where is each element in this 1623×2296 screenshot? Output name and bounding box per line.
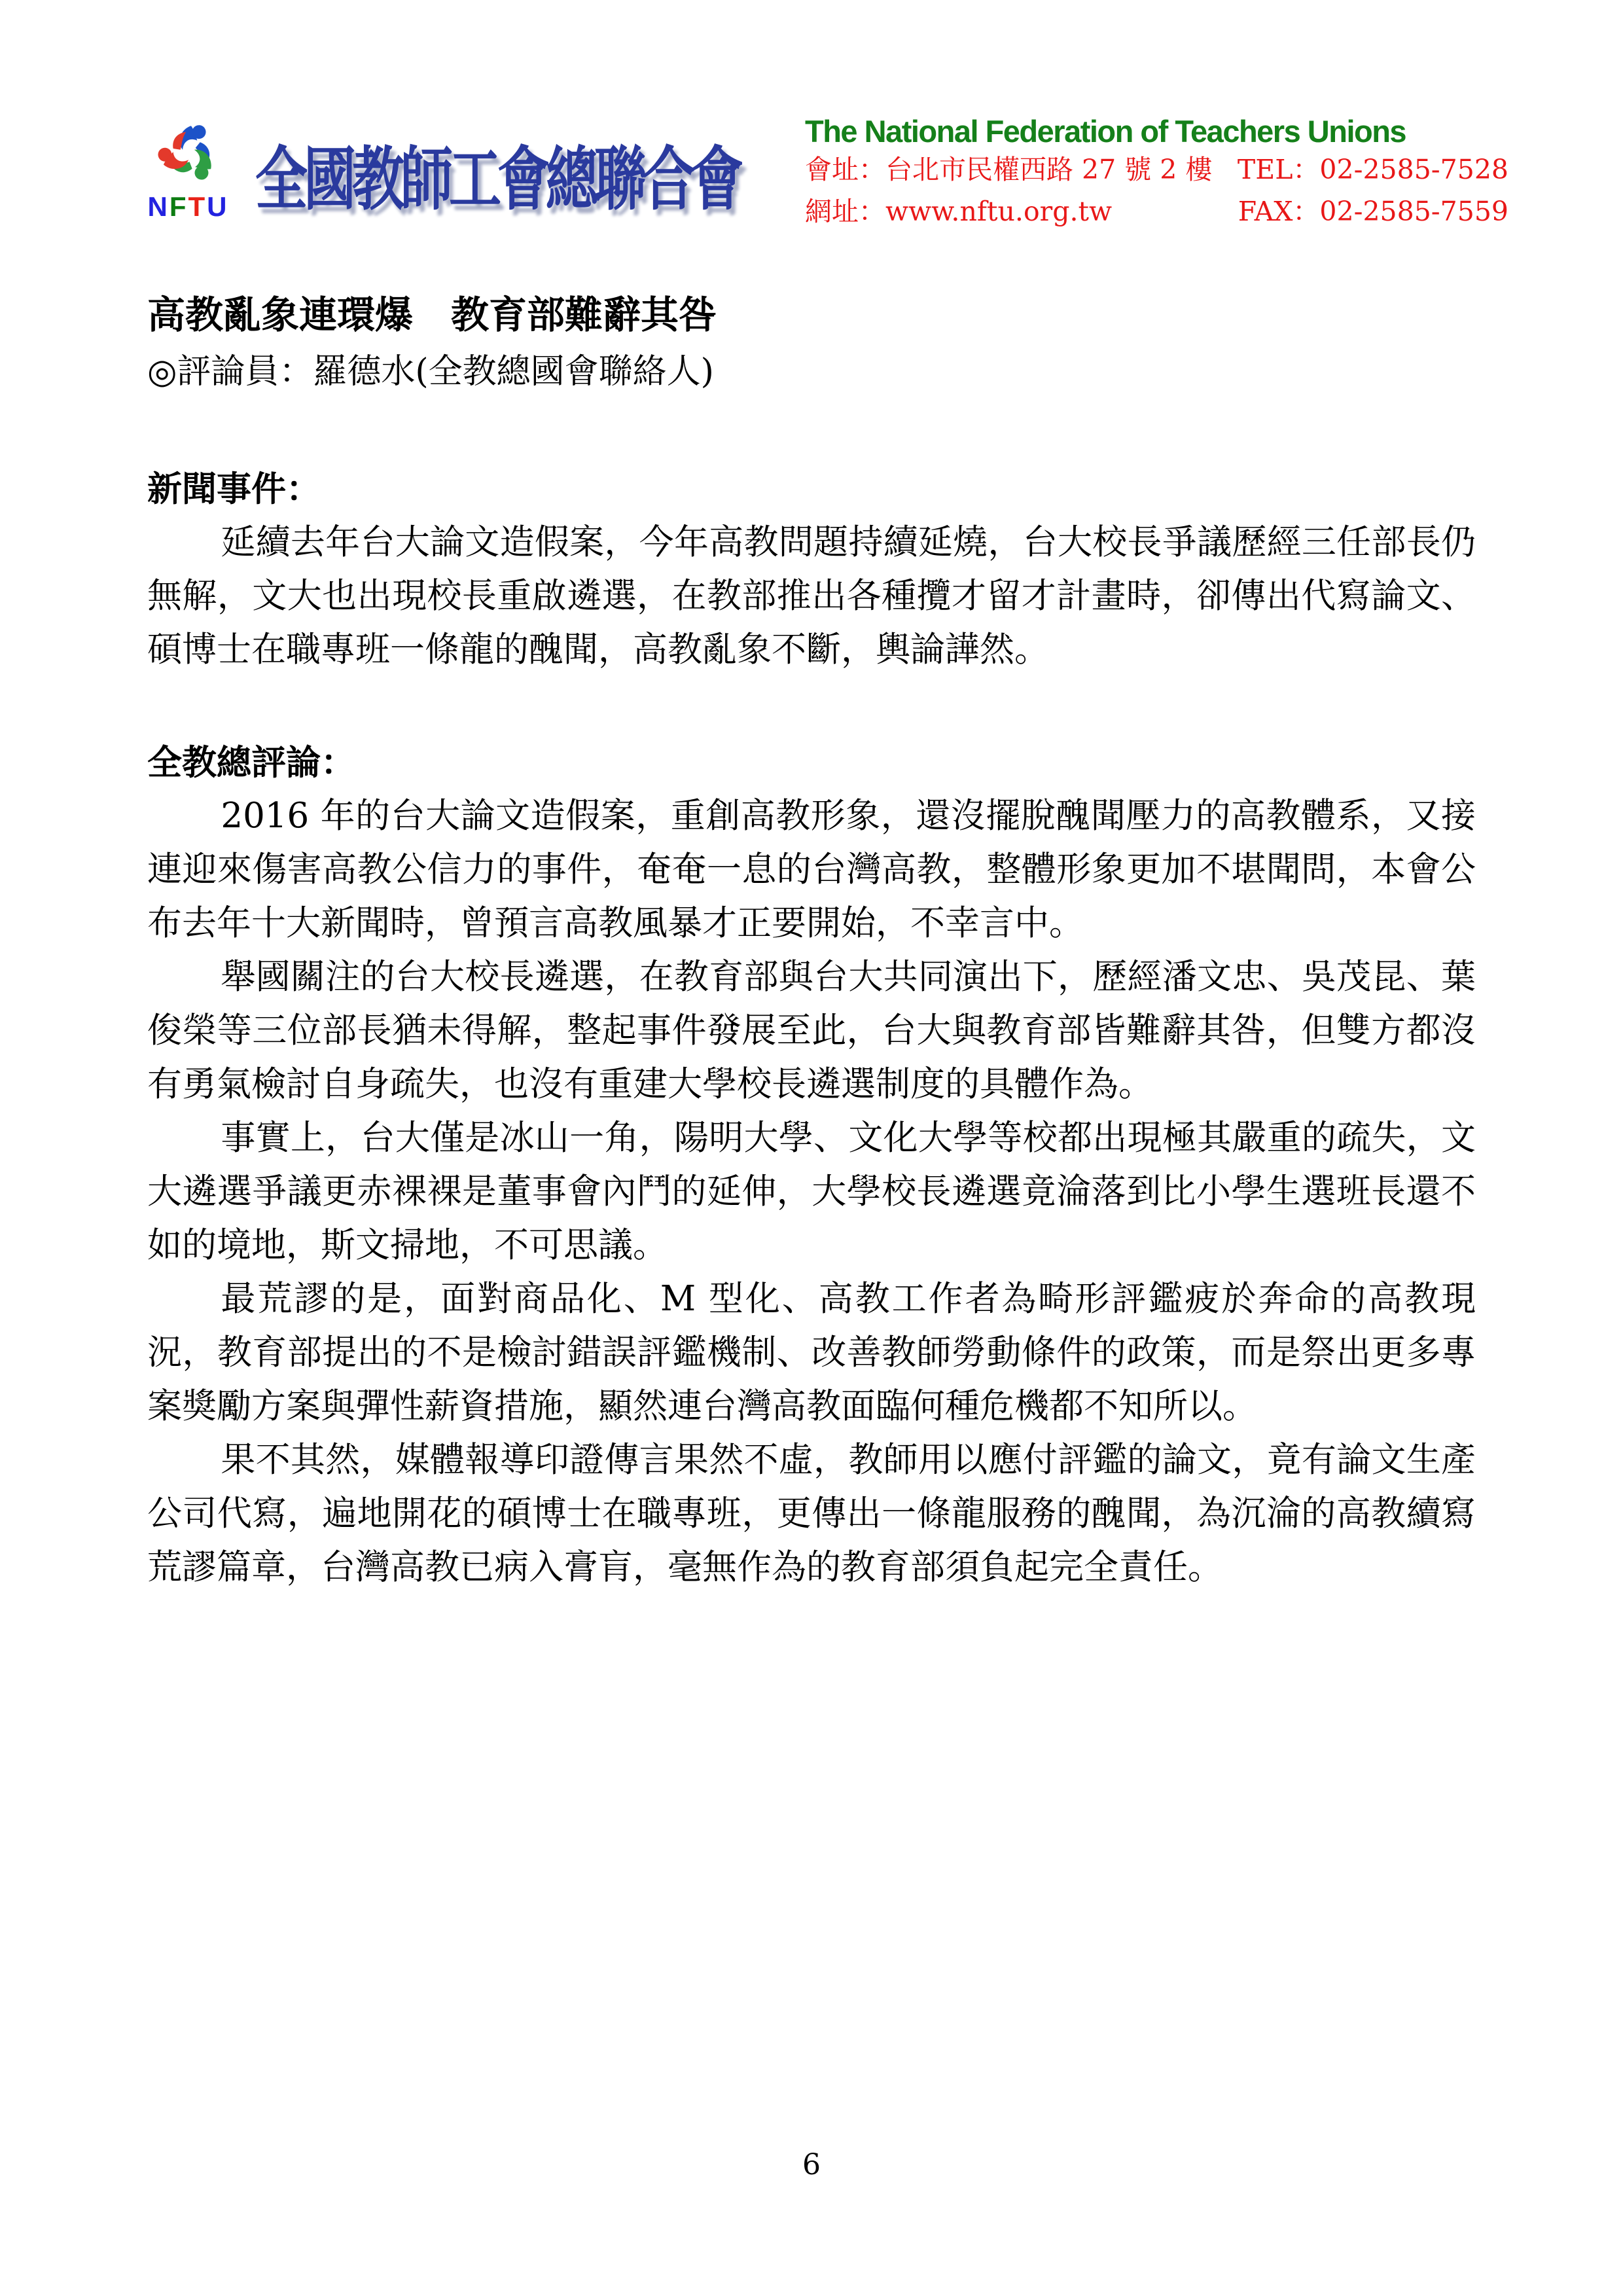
nftu-letter: F (169, 191, 188, 222)
letterhead-contact-block (805, 115, 1508, 232)
contact-row-website (805, 190, 1508, 232)
tel-text: TEL：02-2585-7528 (1237, 154, 1508, 185)
website-text: 網址：www.nftu.org.tw (805, 196, 1113, 227)
paragraph: 最荒謬的是，面對商品化、M 型化、高教工作者為畸形評鑑疲於奔命的高教現況，教育部提出的不是檢討錯誤評鑑機制、改善教師勞動條件的政策，而是祭出更多專案獎勵方案與彈性薪資措施，顯然連台灣高教面臨何種危機都不知所以。 (147, 1279, 1476, 1426)
paragraph: 延續去年台大論文造假案，今年高教問題持續延燒，台大校長爭議歷經三任部長仍無解，文大也出現校長重啟遴選，在教部推出各種攬才留才計畫時，卻傳出代寫論文、碩博士在職專班一條龍的醜聞，高教亂象不斷，輿論譁然。 (147, 522, 1476, 670)
org-name-english: The National Federation of Teachers Unions (805, 114, 1406, 149)
address-text: 會址：台北市民權西路 27 號 2 樓 (805, 154, 1213, 185)
nftu-letter: T (188, 191, 207, 222)
article-body (147, 286, 1476, 1594)
article-byline: ◎評論員：羅德水(全教總國會聯絡人) (147, 352, 714, 391)
paragraph: 事實上，台大僅是冰山一角，陽明大學、文化大學等校都出現極其嚴重的疏失，文大遴選爭議更赤裸裸是董事會內鬥的延伸，大學校長遴選竟淪落到比小學生選班長還不如的境地，斯文掃地，不可思議。 (147, 1118, 1476, 1265)
fax-text: FAX：02-2585-7559 (1238, 196, 1508, 227)
section-nftu-commentary (147, 736, 1476, 1594)
article-title: 高教亂象連環爆 教育部難辭其咎 (147, 293, 717, 337)
org-name-calligraphy: 全國教師工會總聯合會 (255, 138, 740, 220)
section-heading-commentary: 全教總評論： (147, 742, 355, 783)
page-number: 6 (802, 2148, 821, 2181)
paragraph: 果不其然，媒體報導印證傳言果然不虛，教師用以應付評鑑的論文，竟有論文生產公司代寫，遍地開花的碩博士在職專班，更傳出一條龍服務的醜聞，為沉淪的高教續寫荒謬篇章，台灣高教已病入膏肓，毫無作為的教育部須負起完全責任。 (147, 1440, 1476, 1587)
nftu-emblem-icon (150, 115, 227, 192)
section-heading-news: 新聞事件： (147, 469, 321, 509)
contact-row-address (805, 149, 1508, 190)
nftu-logo (147, 115, 740, 221)
nftu-emblem (147, 115, 229, 221)
section-news-event (147, 462, 1476, 677)
paragraph: 舉國關注的台大校長遴選，在教育部與台大共同演出下，歷經潘文忠、吳茂昆、葉俊榮等三位部長猶未得解，整起事件發展至此，台大與教育部皆難辭其咎，但雙方都沒有勇氣檢討自身疏失，也沒有重建大學校長遴選制度的具體作為。 (147, 957, 1476, 1104)
nftu-letter: N (147, 191, 169, 222)
nftu-letter: U (207, 191, 229, 222)
paragraph: 2016 年的台大論文造假案，重創高教形象，還沒擺脫醜聞壓力的高教體系，又接連迎來傷害高教公信力的事件，奄奄一息的台灣高教，整體形象更加不堪聞問，本會公布去年十大新聞時，曾預言高教風暴才正要開始，不幸言中。 (147, 796, 1476, 943)
letterhead (147, 115, 1508, 232)
nftu-acronym (147, 193, 229, 221)
